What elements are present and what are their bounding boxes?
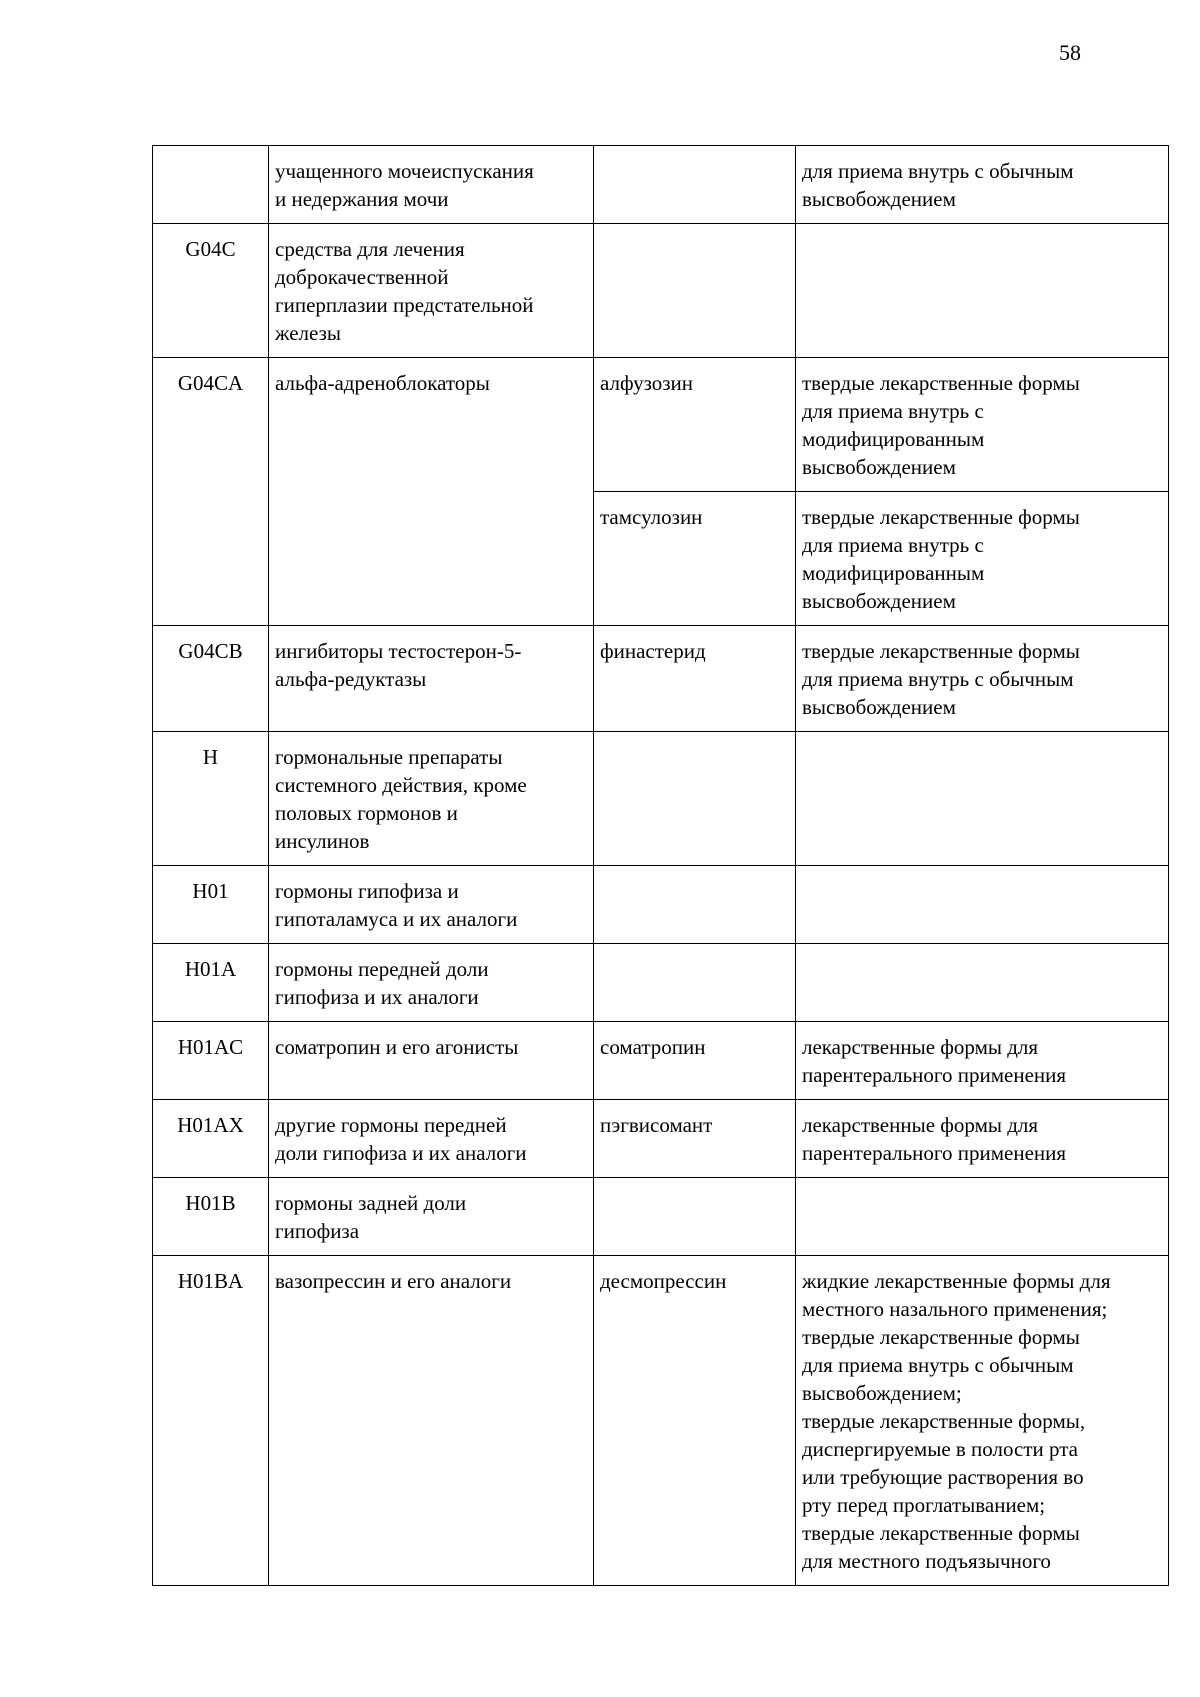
drug-list-table — [152, 145, 1169, 1586]
drug-name-cell — [594, 944, 796, 1022]
drug-name-cell: пэгвисомант — [594, 1100, 796, 1178]
table-row — [153, 944, 1169, 1022]
anatomical-therapeutic-group-cell: средства для лечения доброкачественной гиперплазии предстательной железы — [269, 224, 594, 358]
dosage-form-cell — [796, 224, 1169, 358]
drug-name-cell: соматропин — [594, 1022, 796, 1100]
anatomical-therapeutic-group-cell: учащенного мочеиспускания и недержания мочи — [269, 146, 594, 224]
dosage-form-cell: жидкие лекарственные формы для местного назального применения; твердые лекарственные формы для приема внутрь с обычным высвобождением; твердые лекарственные формы, диспергируемые в полости рта или требующие растворения во рту перед проглатыванием; твердые лекарственные формы для местного подъязычного — [796, 1256, 1169, 1586]
atc-code-cell: H01BA — [153, 1256, 269, 1586]
atc-code-cell: H01A — [153, 944, 269, 1022]
atc-code-cell: H01AC — [153, 1022, 269, 1100]
atc-code-cell: H01B — [153, 1178, 269, 1256]
dosage-form-cell: твердые лекарственные формы для приема внутрь с модифицированным высвобождением — [796, 492, 1169, 626]
dosage-form-cell — [796, 1178, 1169, 1256]
atc-code-cell — [153, 146, 269, 224]
drug-name-cell — [594, 146, 796, 224]
page-number: 58 — [1059, 40, 1081, 65]
anatomical-therapeutic-group-cell: гормональные препараты системного действия, кроме половых гормонов и инсулинов — [269, 732, 594, 866]
dosage-form-cell: лекарственные формы для парентерального применения — [796, 1022, 1169, 1100]
dosage-form-cell: для приема внутрь с обычным высвобождением — [796, 146, 1169, 224]
atc-code-cell: G04CA — [153, 358, 269, 626]
anatomical-therapeutic-group-cell: альфа-адреноблокаторы — [269, 358, 594, 626]
anatomical-therapeutic-group-cell: гормоны передней доли гипофиза и их аналоги — [269, 944, 594, 1022]
dosage-form-cell — [796, 866, 1169, 944]
table-row — [153, 146, 1169, 224]
drug-name-cell: десмопрессин — [594, 1256, 796, 1586]
table-body — [153, 146, 1169, 1586]
anatomical-therapeutic-group-cell: соматропин и его агонисты — [269, 1022, 594, 1100]
table-row — [153, 1256, 1169, 1586]
drug-name-cell: тамсулозин — [594, 492, 796, 626]
drug-name-cell — [594, 732, 796, 866]
table-row — [153, 1100, 1169, 1178]
atc-code-cell: G04CB — [153, 626, 269, 732]
table-row — [153, 224, 1169, 358]
table-row — [153, 732, 1169, 866]
dosage-form-cell: твердые лекарственные формы для приема внутрь с модифицированным высвобождением — [796, 358, 1169, 492]
anatomical-therapeutic-group-cell: вазопрессин и его аналоги — [269, 1256, 594, 1586]
anatomical-therapeutic-group-cell: другие гормоны передней доли гипофиза и их аналоги — [269, 1100, 594, 1178]
dosage-form-cell: лекарственные формы для парентерального применения — [796, 1100, 1169, 1178]
atc-code-cell: H — [153, 732, 269, 866]
dosage-form-cell — [796, 944, 1169, 1022]
dosage-form-cell — [796, 732, 1169, 866]
anatomical-therapeutic-group-cell: ингибиторы тестостерон-5- альфа-редуктазы — [269, 626, 594, 732]
atc-code-cell: G04C — [153, 224, 269, 358]
dosage-form-cell: твердые лекарственные формы для приема внутрь с обычным высвобождением — [796, 626, 1169, 732]
table-row — [153, 866, 1169, 944]
drug-name-cell — [594, 866, 796, 944]
table-row — [153, 1022, 1169, 1100]
table-row — [153, 1178, 1169, 1256]
drug-name-cell: алфузозин — [594, 358, 796, 492]
drug-name-cell: финастерид — [594, 626, 796, 732]
anatomical-therapeutic-group-cell: гормоны гипофиза и гипоталамуса и их аналоги — [269, 866, 594, 944]
drug-name-cell — [594, 224, 796, 358]
atc-code-cell: H01AX — [153, 1100, 269, 1178]
atc-code-cell: H01 — [153, 866, 269, 944]
anatomical-therapeutic-group-cell: гормоны задней доли гипофиза — [269, 1178, 594, 1256]
table-row — [153, 626, 1169, 732]
table-row — [153, 358, 1169, 492]
drug-name-cell — [594, 1178, 796, 1256]
